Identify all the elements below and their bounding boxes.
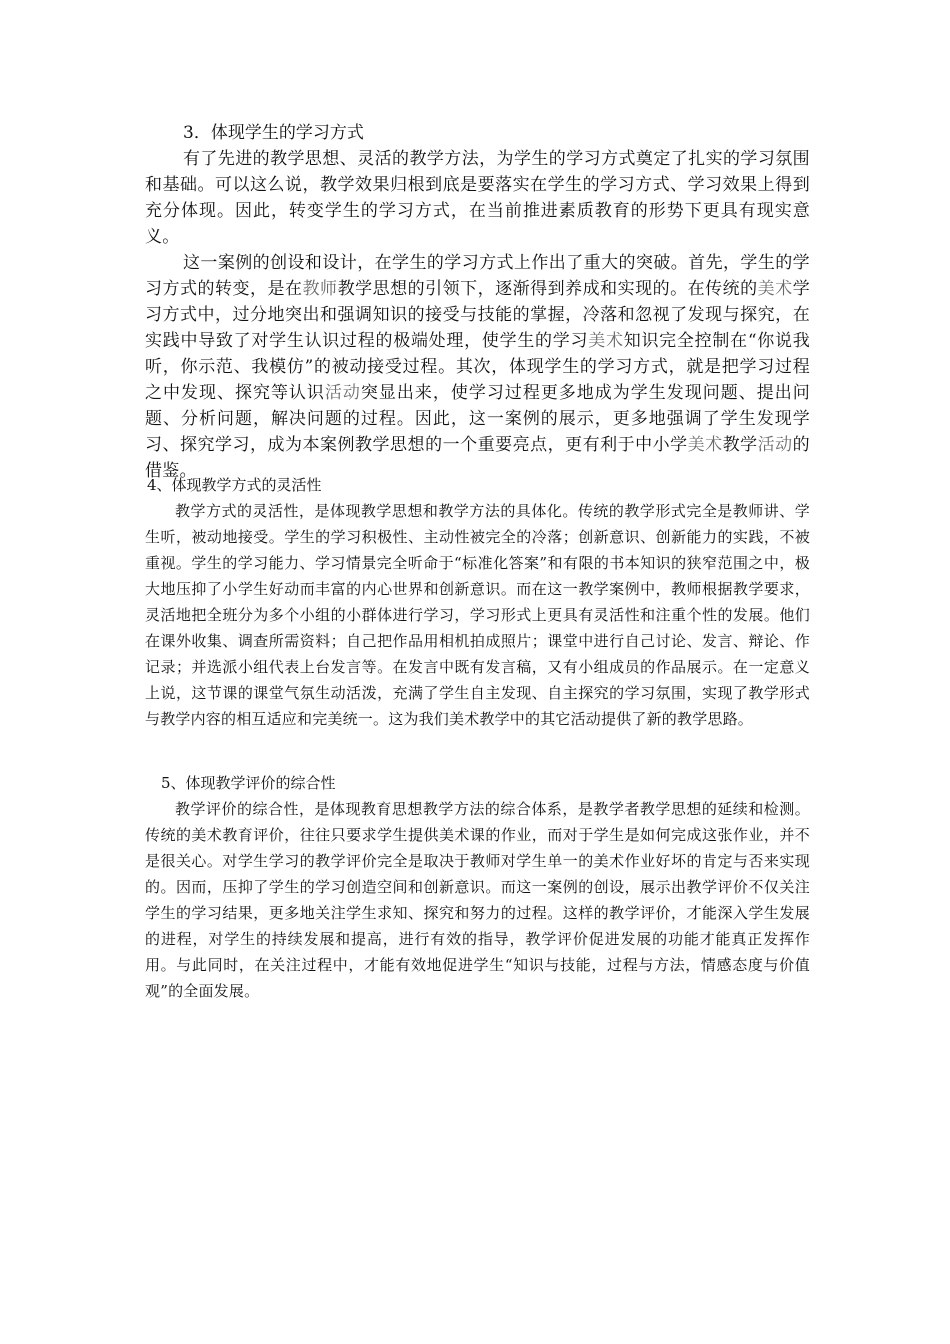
highlight-term: 美术 — [687, 435, 723, 455]
section-5 — [145, 770, 810, 1004]
section-4 — [145, 472, 810, 732]
highlight-term: 活动 — [757, 435, 793, 455]
text-run: 教学思想的引领下，逐渐得到养成和实现的。在传统的 — [337, 279, 758, 299]
highlight-term: 美术 — [757, 279, 793, 299]
section-3-paragraph-2 — [145, 250, 810, 484]
text-run: 的借鉴。 — [145, 435, 810, 481]
section-4-paragraph: 教学方式的灵活性，是体现教学思想和教学方法的具体化。传统的教学形式完全是教师讲、学生听，被动地接受。学生的学习积极性、主动性被完全的冷落；创新意识、创新能力的实践，不被重视。学生的学习能力、学习情景完全听命于“标准化答案”和有限的书本知识的狭窄范围之中，极大地压抑了小学生好动而丰富的内心世界和创新意识。而在这一教学案例中，教师根据教学要求，灵活地把全班分为多个小组的小群体进行学习，学习形式上更具有灵活性和注重个性的发展。他们在课外收集、调查所需资料；自己把作品用相机拍成照片；课堂中进行自己讨论、发言、辩论、作记录；并选派小组代表上台发言等。在发言中既有发言稿，又有小组成员的作品展示。在一定意义上说，这节课的课堂气氛生动活泼，充满了学生自主发现、自主探究的学习氛围，实现了教学形式与教学内容的相互适应和完美统一。这为我们美术教学中的其它活动提供了新的教学思路。 — [145, 502, 810, 728]
text-run: 教学 — [722, 435, 758, 455]
section-3-paragraph-1: 有了先进的教学思想、灵活的教学方法，为学生的学习方式奠定了扎实的学习氛围和基础。可以这么说，教学效果归根到底是要落实在学生的学习方式、学习效果上得到充分体现。因此，转变学生的学习方式，在当前推进素质教育的形势下更具有现实意义。 — [145, 149, 810, 247]
section-5-paragraph: 教学评价的综合性，是体现教育思想教学方法的综合体系，是教学者教学思想的延续和检测。传统的美术教育评价，往往只要求学生提供美术课的作业，而对于学生是如何完成这张作业，并不是很关心。对学生学习的教学评价完全是取决于教师对学生单一的美术作业好坏的肯定与否来实现的。因而，压抑了学生的学习创造空间和创新意识。而这一案例的创设，展示出教学评价不仅关注学生的学习结果，更多地关注学生求知、探究和努力的过程。这样的教学评价，才能深入学生发展的进程，对学生的持续发展和提高，进行有效的指导，教学评价促进发展的功能才能真正发挥作用。与此同时，在关注过程中，才能有效地促进学生“知识与技能，过程与方法，情感态度与价值观”的全面发展。 — [145, 800, 810, 1000]
text-run: 知识完全控制在“你说我听，你示范、我模仿”的被动接受过程。其次，体现学生的学习方式，就是把学习过程之中发现、探究等认识 — [145, 331, 811, 403]
section-3 — [145, 120, 810, 484]
section-5-heading: 5、体现教学评价的综合性 — [161, 774, 336, 792]
text-run: 这一案例的创设和设计，在学生的学习方式上作出了重大的突破。首先，学生的学习方式的转变，是在 — [145, 253, 810, 299]
highlight-term: 美术 — [588, 331, 624, 351]
section-4-heading: 4、体现教学方式的灵活性 — [147, 476, 322, 494]
text-run: 学习方式中，过分地突出和强调知识的接受与技能的掌握，冷落和忽视了发现与探究，在实践中导致了对学生认识过程的极端处理，使学生的学习 — [145, 279, 810, 351]
section-3-heading: 3．体现学生的学习方式 — [183, 123, 364, 143]
text-run: 突显出来，使学习过程更多地成为学生发现问题、提出问题、分析问题，解决问题的过程。因此，这一案例的展示，更多地强调了学生发现学习、探究学习，成为本案例教学思想的一个重要亮点，更有利于中小学 — [145, 383, 810, 455]
highlight-term: 活动 — [324, 383, 361, 403]
highlight-term: 教师 — [302, 279, 338, 299]
